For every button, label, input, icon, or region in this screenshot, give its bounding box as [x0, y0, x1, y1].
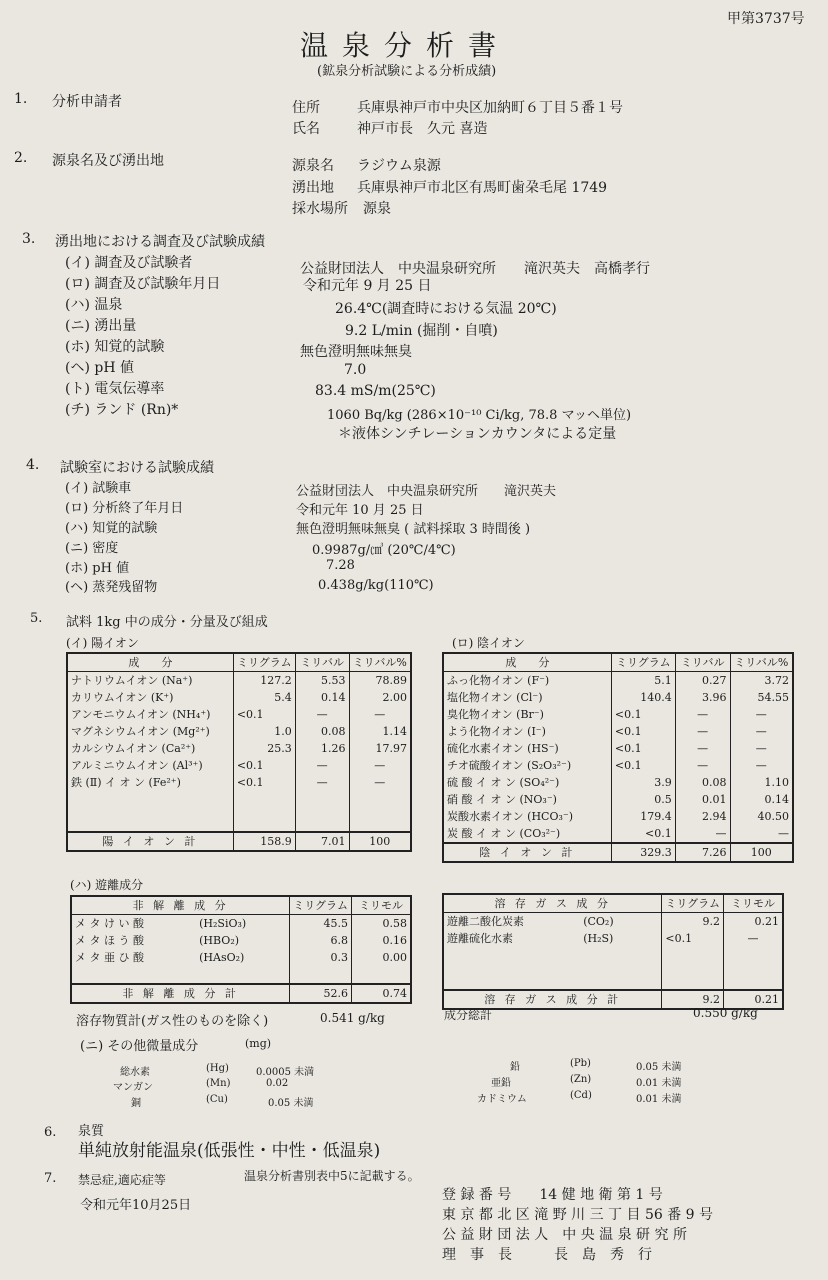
- dissolved-matter-label: 溶存物質計(ガス性のものを除く): [76, 1014, 269, 1029]
- source-location: 兵庫県神戸市北区有馬町歯朶毛尾 1749: [357, 180, 608, 196]
- table-row: [67, 723, 411, 740]
- total-percent: 100: [349, 832, 411, 851]
- source-name-label: 源泉名: [292, 158, 334, 174]
- total-percent: 100: [730, 843, 793, 862]
- trace-name: 総水素: [120, 1067, 150, 1078]
- table-row: [67, 706, 411, 723]
- mg-value: 25.3: [233, 740, 295, 757]
- total-mval: 7.26: [675, 843, 730, 862]
- mg-value: <0.1: [611, 825, 675, 843]
- trace-value: 0.0005 未満: [256, 1067, 315, 1078]
- s4-item-value: 公益財団法人 中央温泉研究所 滝沢英夫: [296, 484, 557, 499]
- component-formula: (HAsO₂): [199, 951, 245, 964]
- s3-item-label: (チ) ランド (Rn)*: [65, 402, 179, 418]
- mval-percent: 78.89: [349, 672, 411, 690]
- trace-name: マンガン: [113, 1082, 153, 1093]
- mg-value: <0.1: [233, 757, 295, 774]
- col-header: 成 分: [67, 653, 233, 672]
- col-header: ミリバル: [675, 653, 730, 672]
- section-7-value: 温泉分析書別表中5に記載する。: [244, 1169, 420, 1183]
- component-name: 硫 酸 イ オ ン (SO₄²⁻): [447, 776, 560, 789]
- mval-value: 5.53: [295, 672, 349, 690]
- s3-item-value: 83.4 mS/m(25℃): [315, 383, 436, 399]
- col-header: 非 解 離 成 分: [71, 896, 290, 915]
- table-row: [443, 913, 783, 931]
- dissolved-matter-value: 0.541 g/kg: [320, 1011, 385, 1025]
- mmol-value: 0.00: [351, 949, 411, 966]
- total-label: 陰 イ オ ン 計: [443, 843, 611, 862]
- table-total-row: [71, 984, 411, 1003]
- section-3-label: 湧出地における調査及び試験成績: [55, 234, 265, 250]
- component-name: アルミニウムイオン (Al³⁺): [71, 759, 203, 772]
- institute-name: 公 益 財 団 法 人 中 央 温 泉 研 究 所: [442, 1227, 687, 1243]
- mval-value: —: [675, 757, 730, 774]
- mg-value: 9.2: [662, 913, 724, 931]
- s4-item-value: 7.28: [326, 558, 355, 573]
- mval-value: 0.27: [675, 672, 730, 690]
- mval-percent: —: [730, 757, 793, 774]
- mval-percent: 40.50: [730, 808, 793, 825]
- trace-symbol: (Mn): [206, 1078, 231, 1089]
- trace-symbol: (Cu): [206, 1094, 228, 1105]
- table-row: [443, 947, 783, 990]
- s3-item-value: 26.4℃(調査時における気温 20℃): [335, 301, 557, 317]
- col-header: 成 分: [443, 653, 611, 672]
- trace-name: カドミウム: [477, 1094, 527, 1105]
- table-row: [67, 757, 411, 774]
- section-5-number: 5.: [30, 611, 43, 626]
- trace-symbol: (Zn): [570, 1074, 592, 1085]
- section-1-number: 1.: [14, 91, 28, 107]
- s3-item-label: (ホ) 知覚的試験: [65, 339, 165, 355]
- mval-value: —: [675, 825, 730, 843]
- mmol-value: 0.58: [351, 915, 411, 933]
- mval-percent: 17.97: [349, 740, 411, 757]
- mval-value: 2.94: [675, 808, 730, 825]
- table-row: [443, 791, 793, 808]
- mg-value: 0.3: [290, 949, 352, 966]
- sampling-site-label: 採水場所: [292, 201, 348, 217]
- table-header-row: [443, 894, 783, 913]
- document-title: 温泉分析書: [300, 29, 511, 62]
- trace-symbol: (Pb): [570, 1058, 591, 1069]
- mmol-value: 0.21: [724, 913, 783, 931]
- col-header: ミリバル%: [730, 653, 793, 672]
- total-mval: 7.01: [295, 832, 349, 851]
- component-name: 炭酸水素イオン (HCO₃⁻): [447, 810, 573, 823]
- s3-item-value: 9.2 L/min (掘削・自噴): [345, 323, 498, 339]
- component-name: メ タ ほ う 酸: [75, 934, 144, 947]
- mval-percent: —: [349, 757, 411, 774]
- mg-value: 140.4: [611, 689, 675, 706]
- trace-unit: (mg): [245, 1037, 272, 1050]
- table-row: [443, 774, 793, 791]
- section-6-label: 泉質: [78, 1124, 105, 1139]
- mg-value: <0.1: [611, 706, 675, 723]
- mval-percent: —: [730, 706, 793, 723]
- document-subtitle: (鉱泉分析試験による分析成績): [317, 64, 497, 79]
- s4-item-value: 0.438g/kg(110℃): [318, 578, 434, 593]
- s3-item-label: (ニ) 湧出量: [65, 318, 137, 334]
- mg-value: 3.9: [611, 774, 675, 791]
- section-4-label: 試験室における試験成績: [60, 460, 214, 476]
- mg-value: 179.4: [611, 808, 675, 825]
- col-header: ミリグラム: [290, 896, 352, 915]
- dissolved-gas-table: [442, 893, 784, 1010]
- mmol-value: —: [724, 930, 783, 947]
- s4-item-label: (ニ) 密度: [65, 541, 119, 556]
- section-7-label: 禁忌症,適応症等: [78, 1173, 166, 1187]
- mval-value: —: [675, 740, 730, 757]
- total-mg: 158.9: [233, 832, 295, 851]
- mval-percent: 0.14: [730, 791, 793, 808]
- section-2-number: 2.: [14, 150, 28, 166]
- table-row: [443, 706, 793, 723]
- component-name: 鉄 (Ⅱ) イ オ ン (Fe²⁺): [71, 776, 181, 789]
- s3-item-value: 公益財団法人 中央温泉研究所 滝沢英夫 高橋孝行: [300, 261, 650, 277]
- table-row: [443, 672, 793, 690]
- cation-table: [66, 652, 412, 852]
- s4-item-label: (ホ) pH 値: [65, 561, 130, 576]
- mg-value: <0.1: [233, 774, 295, 791]
- mval-percent: 3.72: [730, 672, 793, 690]
- table-row: [67, 740, 411, 757]
- table-row: [71, 966, 411, 984]
- trace-symbol: (Hg): [206, 1063, 229, 1074]
- component-name: メ タ 亜 ひ 酸: [75, 951, 144, 964]
- component-formula: (H₂S): [583, 932, 614, 945]
- s4-item-value: 令和元年 10 月 25 日: [296, 503, 424, 518]
- component-name: 硝 酸 イ オ ン (NO₃⁻): [447, 793, 557, 806]
- applicant-name-label: 氏名: [292, 121, 320, 137]
- component-name: 遊離硫化水素: [447, 932, 513, 945]
- mval-percent: —: [349, 706, 411, 723]
- section-3-number: 3.: [22, 231, 36, 247]
- mg-value: <0.1: [611, 723, 675, 740]
- section-1-label: 分析申請者: [52, 94, 122, 110]
- mval-value: 0.01: [675, 791, 730, 808]
- mval-percent: —: [349, 774, 411, 791]
- table-row: [443, 689, 793, 706]
- component-name: 炭 酸 イ オ ン (CO₃²⁻): [447, 827, 561, 840]
- component-name: カリウムイオン (K⁺): [71, 691, 174, 704]
- mg-value: 5.4: [233, 689, 295, 706]
- component-name: 臭化物イオン (Br⁻): [447, 708, 544, 721]
- trace-value: 0.01 未満: [636, 1094, 682, 1105]
- applicant-name: 神戸市長 久元 喜造: [357, 121, 488, 137]
- mval-percent: —: [730, 740, 793, 757]
- mval-value: 0.08: [295, 723, 349, 740]
- total-mmol: 0.74: [351, 984, 411, 1003]
- total-mg: 52.6: [290, 984, 352, 1003]
- applicant-address: 兵庫県神戸市中央区加納町６丁目５番１号: [357, 100, 623, 116]
- component-formula: (HBO₂): [199, 934, 240, 947]
- trace-name: 亜鉛: [491, 1078, 511, 1089]
- trace-value: 0.01 未満: [636, 1078, 682, 1089]
- total-mg: 329.3: [611, 843, 675, 862]
- trace-symbol: (Cd): [570, 1090, 592, 1101]
- anion-table: [442, 652, 794, 863]
- component-name: メ タ け い 酸: [75, 917, 144, 930]
- mg-value: 1.0: [233, 723, 295, 740]
- table-row: [71, 949, 411, 966]
- table-row: [443, 930, 783, 947]
- total-label: 溶 存 ガ ス 成 分 計: [443, 990, 662, 1009]
- table-row: [71, 915, 411, 933]
- mval-percent: —: [730, 825, 793, 843]
- col-header: ミリバル%: [349, 653, 411, 672]
- table-row: [443, 723, 793, 740]
- trace-value: 0.02: [266, 1078, 289, 1089]
- component-name: カルシウムイオン (Ca²⁺): [71, 742, 196, 755]
- s3-item-value: 7.0: [344, 362, 367, 378]
- mg-value: <0.1: [611, 740, 675, 757]
- col-header: 溶 存 ガ ス 成 分: [443, 894, 662, 913]
- document-number: 甲第3737号: [727, 11, 805, 27]
- s3-item-label: (ハ) 温泉: [65, 297, 123, 313]
- mval-value: —: [295, 774, 349, 791]
- issue-date: 令和元年10月25日: [80, 1198, 192, 1213]
- col-header: ミリグラム: [662, 894, 724, 913]
- trace-components-title: (ニ) その他微量成分: [80, 1039, 199, 1054]
- institute-address: 東 京 都 北 区 滝 野 川 三 丁 目 56 番 9 号: [442, 1207, 714, 1223]
- section-2-label: 源泉名及び湧出地: [52, 153, 164, 169]
- s4-item-label: (ハ) 知覚的試験: [65, 521, 158, 536]
- mmol-value: 0.16: [351, 932, 411, 949]
- total-label: 非 解 離 成 分 計: [71, 984, 290, 1003]
- component-name: 塩化物イオン (Cl⁻): [447, 691, 543, 704]
- table-row: [443, 825, 793, 843]
- nondissociated-table: [70, 895, 412, 1004]
- total-mg: 9.2: [662, 990, 724, 1009]
- total-label: 陽 イ オ ン 計: [67, 832, 233, 851]
- director-name: 理 事 長 長 島 秀 行: [442, 1247, 652, 1263]
- mval-value: —: [295, 706, 349, 723]
- col-header: ミリバル: [295, 653, 349, 672]
- table-row: [67, 672, 411, 690]
- table-row: [67, 689, 411, 706]
- source-name: ラジウム泉源: [357, 158, 441, 174]
- trace-value: 0.05 未満: [268, 1098, 314, 1109]
- mval-value: —: [675, 723, 730, 740]
- component-name: ナトリウムイオン (Na⁺): [71, 674, 193, 687]
- table-row: [67, 774, 411, 791]
- component-name: マグネシウムイオン (Mg²⁺): [71, 725, 210, 738]
- s3-footnote: ＊液体シンチレーションカウンタによる定量: [338, 426, 617, 442]
- trace-name: 銅: [131, 1098, 141, 1109]
- trace-name: 鉛: [510, 1062, 520, 1073]
- sampling-site: 源泉: [363, 201, 391, 217]
- table-row: [443, 740, 793, 757]
- spring-quality: 単純放射能温泉(低張性・中性・低温泉): [78, 1141, 381, 1161]
- component-name: 遊離二酸化炭素: [447, 915, 524, 928]
- mg-value: 45.5: [290, 915, 352, 933]
- table-total-row: [443, 843, 793, 862]
- section-5-label: 試料 1kg 中の成分・分量及び組成: [66, 615, 268, 630]
- s3-item-label: (ト) 電気伝導率: [65, 381, 165, 397]
- col-header: ミリグラム: [233, 653, 295, 672]
- section-4-number: 4.: [26, 457, 40, 473]
- s3-item-label: (ロ) 調査及び試験年月日: [65, 276, 221, 292]
- mg-value: 127.2: [233, 672, 295, 690]
- table-header-row: [71, 896, 411, 915]
- total-components-value: 0.550 g/kg: [693, 1006, 758, 1020]
- mg-value: <0.1: [662, 930, 724, 947]
- s3-item-value: 1060 Bq/kg (286×10⁻¹⁰ Ci/kg, 78.8 マッヘ単位): [327, 408, 632, 423]
- s3-item-value: 令和元年 9 月 25 日: [303, 278, 432, 294]
- col-header: ミリグラム: [611, 653, 675, 672]
- s3-item-label: (ヘ) pH 値: [65, 360, 134, 376]
- applicant-address-label: 住所: [292, 100, 320, 116]
- source-location-label: 湧出地: [292, 180, 334, 196]
- mval-percent: 1.10: [730, 774, 793, 791]
- component-formula: (H₂SiO₃): [199, 917, 247, 930]
- component-name: よう化物イオン (I⁻): [447, 725, 546, 738]
- mval-value: —: [295, 757, 349, 774]
- table-row: [71, 932, 411, 949]
- mg-value: 6.8: [290, 932, 352, 949]
- s4-item-label: (ロ) 分析終了年月日: [65, 501, 184, 516]
- col-header: ミリモル: [724, 894, 783, 913]
- mval-percent: —: [730, 723, 793, 740]
- mval-value: —: [675, 706, 730, 723]
- trace-value: 0.05 未満: [636, 1062, 682, 1073]
- table-row: [443, 757, 793, 774]
- s4-item-label: (イ) 試験車: [65, 481, 132, 496]
- mval-percent: 1.14: [349, 723, 411, 740]
- s4-item-value: 無色澄明無味無臭 ( 試料採取 3 時間後 ): [296, 522, 531, 537]
- s4-item-value: 0.9987g/㎤ (20℃/4℃): [312, 543, 456, 558]
- component-name: チオ硫酸イオン (S₂O₃²⁻): [447, 759, 572, 772]
- s3-item-label: (イ) 調査及び試験者: [65, 255, 193, 271]
- total-components-label: 成分総計: [444, 1008, 493, 1022]
- mval-value: 0.14: [295, 689, 349, 706]
- total-mmol: 0.21: [724, 990, 783, 1009]
- registration-number: 登 録 番 号 14 健 地 衛 第 1 号: [442, 1187, 663, 1203]
- section-7-number: 7.: [44, 1171, 57, 1186]
- s4-item-label: (ヘ) 蒸発残留物: [65, 580, 158, 595]
- table-total-row: [67, 832, 411, 851]
- mval-value: 0.08: [675, 774, 730, 791]
- component-formula: (CO₂): [583, 915, 614, 928]
- component-name: 硫化水素イオン (HS⁻): [447, 742, 559, 755]
- mval-value: 1.26: [295, 740, 349, 757]
- mval-value: 3.96: [675, 689, 730, 706]
- mg-value: 5.1: [611, 672, 675, 690]
- free-components-title: (ハ) 遊離成分: [70, 878, 144, 892]
- cation-title: (イ) 陽イオン: [66, 636, 139, 650]
- mg-value: <0.1: [233, 706, 295, 723]
- mval-percent: 2.00: [349, 689, 411, 706]
- mval-percent: 54.55: [730, 689, 793, 706]
- component-name: ふっ化物イオン (F⁻): [447, 674, 550, 687]
- col-header: ミリモル: [351, 896, 411, 915]
- table-row: [67, 791, 411, 832]
- table-row: [443, 808, 793, 825]
- component-name: アンモニウムイオン (NH₄⁺): [71, 708, 211, 721]
- mg-value: <0.1: [611, 757, 675, 774]
- s3-item-value: 無色澄明無味無臭: [300, 344, 412, 360]
- table-header-row: [67, 653, 411, 672]
- table-header-row: [443, 653, 793, 672]
- mg-value: 0.5: [611, 791, 675, 808]
- section-6-number: 6.: [44, 1125, 57, 1140]
- anion-title: (ロ) 陰イオン: [452, 636, 525, 650]
